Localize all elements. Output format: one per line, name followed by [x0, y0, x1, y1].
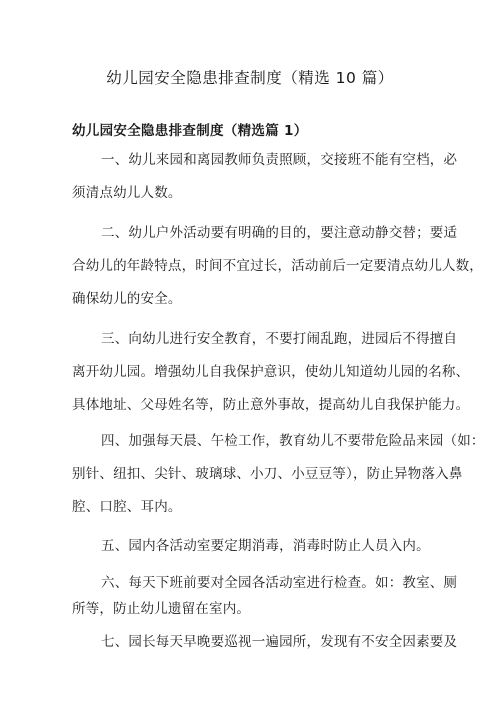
paragraph-4: [72, 425, 485, 524]
paragraph-line: 五、园内各活动室要定期消毒，消毒时防止人员入内。: [101, 538, 430, 554]
paragraph-1: [72, 144, 458, 210]
paragraph-line: 别针、纽扣、尖针、玻璃球、小刀、小豆豆等），防止异物落入鼻: [72, 466, 463, 482]
paragraph-7: [72, 626, 458, 659]
document-title: 幼儿园安全隐患排查制度（精选 10 篇）: [106, 69, 394, 87]
paragraph-line: 离开幼儿园。增强幼儿自我保护意识，使幼儿知道幼儿园的名称、: [72, 364, 470, 380]
paragraph-line: 所等，防止幼儿遗留在室内。: [72, 601, 251, 617]
paragraph-line: 四、加强每天晨、午检工作，教育幼儿不要带危险品来园（如：: [101, 433, 485, 449]
section-heading: 幼儿园安全隐患排查制度（精选篇 1）: [72, 123, 308, 139]
paragraph-line: 一、幼儿来园和离园教师负责照顾，交接班不能有空档，必: [101, 152, 458, 168]
paragraph-line: 合幼儿的年龄特点，时间不宜过长，活动前后一定要清点幼儿人数，: [72, 258, 483, 274]
paragraph-line: 确保幼儿的安全。: [72, 291, 182, 307]
paragraph-line: 六、每天下班前要对全园各活动室进行检查。如：教室、厕: [101, 575, 458, 591]
paragraph-line: 七、园长每天早晚要巡视一遍园所，发现有不安全因素要及: [101, 634, 458, 650]
paragraph-line: 须清点幼儿人数。: [72, 185, 182, 201]
paragraph-line: 三、向幼儿进行安全教育，不要打闹乱跑，进园后不得擅自: [101, 331, 458, 347]
paragraph-3: [72, 323, 470, 422]
paragraph-line: 腔、口腔、耳内。: [72, 499, 182, 515]
paragraph-line: 二、幼儿户外活动要有明确的目的，要注意动静交替；要适: [101, 225, 458, 241]
paragraph-2: [72, 217, 483, 316]
paragraph-line: 具体地址、父母姓名等，防止意外事故，提高幼儿自我保护能力。: [72, 397, 470, 413]
paragraph-6: [72, 570, 458, 622]
paragraph-5: [72, 530, 442, 563]
